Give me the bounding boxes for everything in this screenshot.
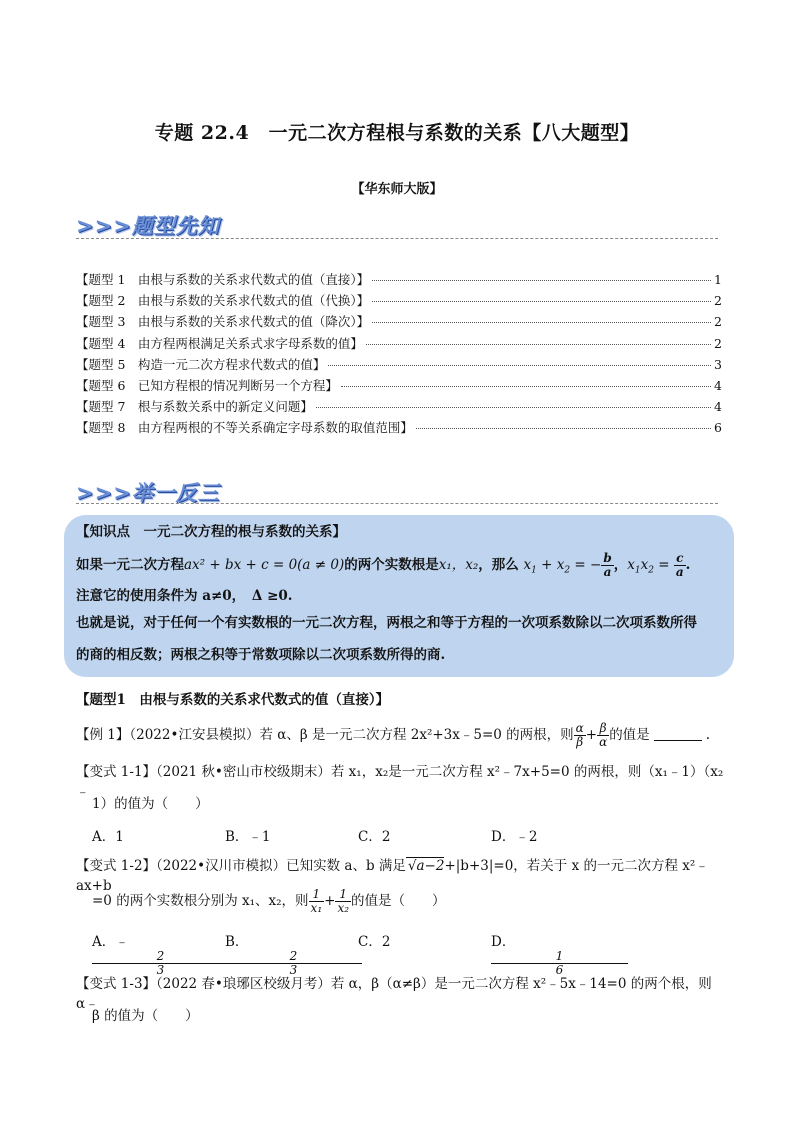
- knowledge-text: 的两个实数根是: [344, 557, 439, 573]
- toc-label: 【题型 4 由方程两根满足关系式求字母系数的值】: [76, 335, 363, 351]
- toc-leader: [372, 280, 711, 281]
- fraction-alpha-over-beta: $\frac{\alpha}{\beta}$: [575, 721, 584, 749]
- toc-page-number: 4: [714, 377, 722, 393]
- toc-label: 【题型 5 构造一元二次方程求代数式的值】: [76, 356, 326, 372]
- toc-leader: [366, 344, 711, 345]
- toc-page-number: 4: [714, 399, 722, 415]
- option-a: [92, 930, 225, 977]
- option-b: [225, 930, 358, 977]
- toc-entry[interactable]: [76, 418, 722, 439]
- knowledge-line-1: 如果一元二次方程ax² + bx + c = 0(a ≠ 0)的两个实数根是x₁，x₂，那么 $x_1 + x_2$ = − $\frac{b}{a}$ ，$x_1x_2$ = $\frac{c}{a}$ .: [76, 551, 691, 579]
- option-fraction: $\frac{2}{3}$: [92, 950, 225, 977]
- knowledge-text: 如果一元二次方程: [76, 557, 184, 573]
- toc-leader: [316, 407, 711, 408]
- divider: [76, 238, 718, 239]
- knowledge-line-4: 的商的相反数；两根之积等于常数项除以二次项系数所得的商.: [76, 647, 446, 663]
- toc-label: 【题型 3 由根与系数的关系求代数式的值（降次）】: [76, 314, 370, 330]
- knowledge-title: 【知识点 一元二次方程的根与系数的关系】: [76, 524, 346, 540]
- toc-entry[interactable]: [76, 355, 722, 376]
- toc-page-number: 1: [714, 272, 722, 287]
- equation: ax² + bx + c = 0(a ≠ 0): [184, 557, 345, 573]
- toc-leader: [341, 386, 711, 387]
- fraction-1-over-x2: $\frac{1}{\text{x₂}}$: [337, 887, 350, 915]
- toc-label: 【题型 2 由根与系数的关系求代数式的值（代换）】: [76, 293, 370, 309]
- variant-1-3-line-1: 【变式 1-3】（2022 春•琅琊区校级月考）若 α，β（α≠β）是一元二次方程 x²﹣5x﹣14=0 的两个根，则 α﹣: [76, 976, 712, 1012]
- toc-label: 【题型 7 根与系数关系中的新定义问题】: [76, 399, 313, 415]
- toc-label: 【题型 6 已知方程根的情况判断另一个方程】: [76, 377, 338, 393]
- variant-1-1-options: [92, 825, 692, 845]
- option-d: [491, 930, 624, 977]
- banner-examples: >>>举一反三: [76, 481, 220, 505]
- toc-entry[interactable]: [76, 376, 722, 397]
- option-b: B．﹣1: [225, 829, 271, 845]
- toc-page-number: 2: [714, 335, 722, 351]
- variant-1-1-line-1: 【变式 1-1】（2021 秋•密山市校级期末）若 x₁，x₂是一元二次方程 x²﹣7x+5=0 的两根，则（x₁﹣1）（x₂﹣: [76, 764, 724, 800]
- edition-label: 【华东师大版】: [351, 182, 443, 197]
- variant-1-2-options: [92, 930, 692, 977]
- fraction-1-over-x1: $\frac{1}{\text{x₁}}$: [310, 887, 323, 915]
- option-fraction: $\frac{1}{6}$: [491, 950, 624, 977]
- variant-text: 【变式 1-2】（2022•汉川市模拟）已知实数 a、b 满足: [76, 858, 406, 874]
- toc-label: 【题型 8 由方程两根的不等关系确定字母系数的取值范围】: [76, 420, 413, 436]
- toc-entry[interactable]: [76, 270, 722, 291]
- toc-entry[interactable]: [76, 291, 722, 312]
- variant-1-3-line-2: β 的值为（ ）: [92, 1008, 199, 1024]
- fraction-beta-over-alpha: $\frac{\beta}{\alpha}$: [599, 721, 608, 749]
- divider: [76, 503, 718, 504]
- knowledge-text: ，那么: [478, 557, 519, 573]
- knowledge-line-3: 也就是说，对于任何一个有实数根的一元二次方程，两根之和等于方程的一次项系数除以二次项系数所得: [76, 615, 697, 631]
- variant-text: =0 的两个实数根分别为 x₁、x₂，则: [92, 893, 309, 909]
- toc-page-number: 2: [714, 314, 722, 330]
- option-a: A．1: [92, 829, 124, 845]
- fraction-b-over-a: $\frac{b}{a}$: [603, 551, 612, 579]
- fraction-c-over-a: $\frac{c}{a}$: [675, 551, 684, 579]
- option-d: D．﹣2: [491, 829, 538, 845]
- toc-page-number: 6: [714, 420, 722, 436]
- variant-1-2-line-2: =0 的两个实数根分别为 x₁、x₂，则 $\frac{1}{\text{x₁}}$ + $\frac{1}{\text{x₂}}$ 的值是（ ）: [92, 887, 446, 915]
- banner-question-preview: >>>题型先知: [76, 214, 220, 238]
- option-label: A．﹣: [92, 934, 129, 950]
- toc-leader: [416, 428, 711, 429]
- sqrt-radicand: a−2: [416, 858, 445, 874]
- sqrt-expression: √a−2: [407, 858, 445, 874]
- toc-label: 【题型 1 由根与系数的关系求代数式的值（直接）】: [76, 272, 370, 287]
- toc-entry[interactable]: [76, 312, 722, 333]
- vieta-product: $x_1x_2$ =: [627, 557, 674, 576]
- example-text: 【例 1】（2022•江安县模拟）若 α、β 是一元二次方程 2x²+3x﹣5=0 的两根，则: [76, 727, 574, 743]
- option-c: C．2: [358, 829, 391, 845]
- example-1: 【例 1】（2022•江安县模拟）若 α、β 是一元二次方程 2x²+3x﹣5=0 的两根，则 $\frac{\alpha}{\beta}$ + $\frac{\beta}{\alpha}$ 的值是 .: [76, 721, 710, 749]
- knowledge-line-2: 注意它的使用条件为 a≠0， Δ ≥0.: [76, 588, 293, 604]
- variant-text: 的值是（ ）: [351, 893, 446, 909]
- toc-leader: [372, 301, 711, 302]
- section-title: 【题型1 由根与系数的关系求代数式的值（直接）】: [76, 692, 390, 708]
- variant-1-1-line-2: 1）的值为（ ）: [92, 796, 209, 812]
- table-of-contents: [76, 270, 722, 440]
- variant-text: +|b+3|=0，若关于 x 的一元二次方程 x²﹣ax+b: [76, 858, 709, 894]
- example-text: 的值是: [609, 727, 650, 743]
- option-c: C．2: [358, 934, 391, 950]
- option-label: D．: [491, 934, 516, 950]
- toc-page-number: 3: [714, 356, 722, 372]
- toc-page-number: 2: [714, 293, 722, 309]
- option-label: B．: [225, 934, 249, 950]
- option-fraction: $\frac{2}{3}$: [225, 950, 358, 977]
- page-title: 专题 22.4 一元二次方程根与系数的关系【八大题型】: [154, 122, 640, 144]
- answer-blank: [654, 740, 702, 741]
- toc-entry[interactable]: [76, 397, 722, 418]
- roots: x₁，x₂: [438, 557, 479, 573]
- toc-leader: [372, 322, 711, 323]
- vieta-sum: $x_1 + x_2$ = −: [523, 557, 602, 576]
- toc-entry[interactable]: [76, 334, 722, 355]
- toc-leader: [328, 365, 711, 366]
